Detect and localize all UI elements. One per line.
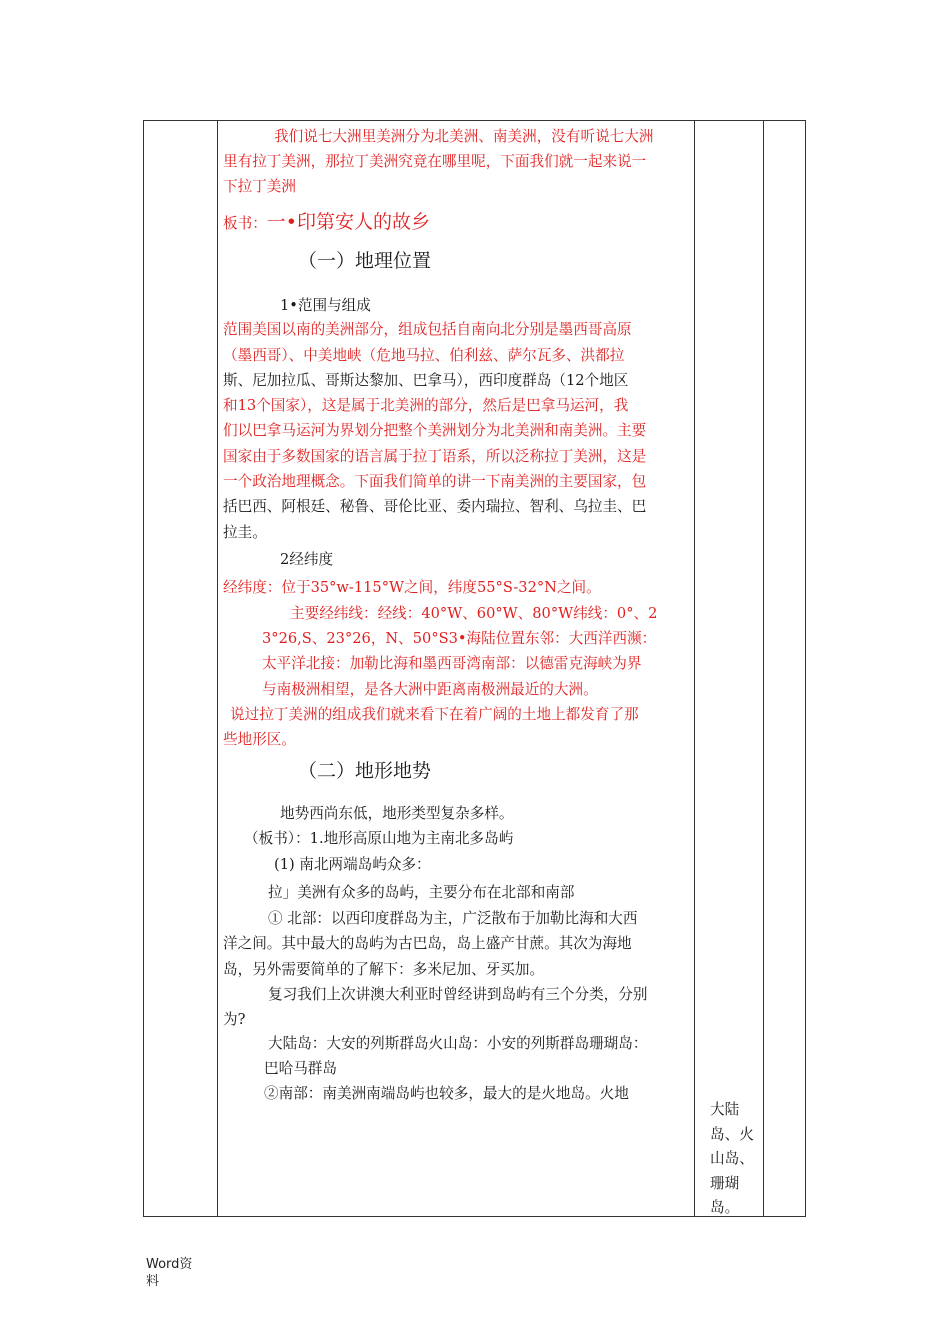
latlon-line: 3°26,S、23°26，N、50°S3•海陆位置东邻：大西洋西濒： [262,630,657,647]
intro-line: 下拉丁美洲 [223,178,296,195]
range-line: 拉圭。 [223,524,267,541]
terrain-line: 巴哈马群岛 [264,1060,337,1077]
terrain-line: （板书）：1.地形高原山地为主南北多岛屿 [244,830,514,847]
main-content-cell [218,121,694,1216]
lesson-table [143,120,806,1217]
range-line: 斯、尼加拉瓜、哥斯达黎加、巴拿马），西印度群岛（12个地区 [223,372,629,389]
terrain-line: ① 北部：以西印度群岛为主，广泛散布于加勒比海和大西 [268,910,638,927]
range-line: 范围美国以南的美洲部分，组成包括自南向北分别是墨西哥高原 [223,321,632,338]
terrain-line: 为? [223,1011,246,1028]
range-line: 国家由于多数国家的语言属于拉丁语系，所以泛称拉丁美洲，这是 [223,448,647,465]
latlon-line: 说过拉丁美洲的组成我们就来看下在着广阔的土地上都发育了那 [230,706,639,723]
intro-line: 里有拉丁美洲，那拉丁美洲究竟在哪里呢，下面我们就一起来说一 [223,153,647,170]
side-note-line: 珊瑚 [710,1174,740,1192]
board-title: 一•印第安人的故乡 [266,211,431,233]
intro-line: 我们说七大洲里美洲分为北美洲、南美洲，没有听说七大洲 [274,128,654,145]
range-line: 和13个国家），这是属于北美洲的部分，然后是巴拿马运河，我 [223,397,629,414]
page-footer [146,1256,206,1290]
terrain-line: 岛，另外需要简单的了解下：多米尼加、牙买加。 [223,961,545,978]
latlon-line: 些地形区。 [223,731,296,748]
footer-line: Word资 [146,1257,193,1272]
terrain-line: 复习我们上次讲澳大利亚时曾经讲到岛屿有三个分类，分别 [268,986,648,1003]
latlon-line: 与南极洲相望，是各大洲中距离南极洲最近的大洲。 [262,681,598,698]
section-heading: （一）地理位置 [298,250,432,272]
subsection-heading: 1•范围与组成 [280,297,371,314]
latlon-line: 太平洋北接：加勒比海和墨西哥湾南部：以德雷克海峡为界 [262,655,642,672]
terrain-line: 拉」美洲有众多的岛屿，主要分布在北部和南部 [268,884,575,901]
side-note-line: 大陆 [710,1101,740,1118]
column-divider [763,121,764,1216]
section-heading: （二）地形地势 [298,760,432,782]
column-divider [694,121,695,1216]
side-note-line: 岛。 [710,1199,740,1216]
terrain-line: 大陆岛：大安的列斯群岛火山岛：小安的列斯群岛珊瑚岛： [268,1035,648,1052]
range-line: 括巴西、阿根廷、秘鲁、哥伦比亚、委内瑞拉、智利、乌拉圭、巴 [223,498,647,515]
range-line: （墨西哥）、中美地峡（危地马拉、伯利兹、萨尔瓦多、洪都拉 [223,347,625,364]
terrain-line: 洋之间。其中最大的岛屿为古巴岛，岛上盛产甘蔗。其次为海地 [223,935,632,952]
terrain-line: 地势西尚东低，地形类型复杂多样。 [280,805,514,822]
board-heading [223,210,430,236]
terrain-line: (1) 南北两端岛屿众多： [274,856,431,873]
latlon-line: 主要经纬线：经线：40°W、60°W、80°W纬线：0°、2 [290,605,658,622]
board-prefix: 板书： [223,215,267,232]
terrain-line: ②南部：南美洲南端岛屿也较多，最大的是火地岛。火地 [264,1085,629,1102]
range-line: 们以巴拿马运河为界划分把整个美洲划分为北美洲和南美洲。主要 [223,422,647,439]
latlon-line: 经纬度：位于35°w-115°W之间，纬度55°S-32°N之间。 [223,579,601,596]
range-line: 一个政治地理概念。下面我们简单的讲一下南美洲的主要国家，包 [223,473,647,490]
side-note-line: 山岛、 [710,1150,754,1167]
side-note-line: 岛、火 [710,1125,754,1143]
subsection-heading: 2经纬度 [280,551,334,568]
side-note [710,1098,758,1221]
footer-line: 料 [146,1274,160,1289]
